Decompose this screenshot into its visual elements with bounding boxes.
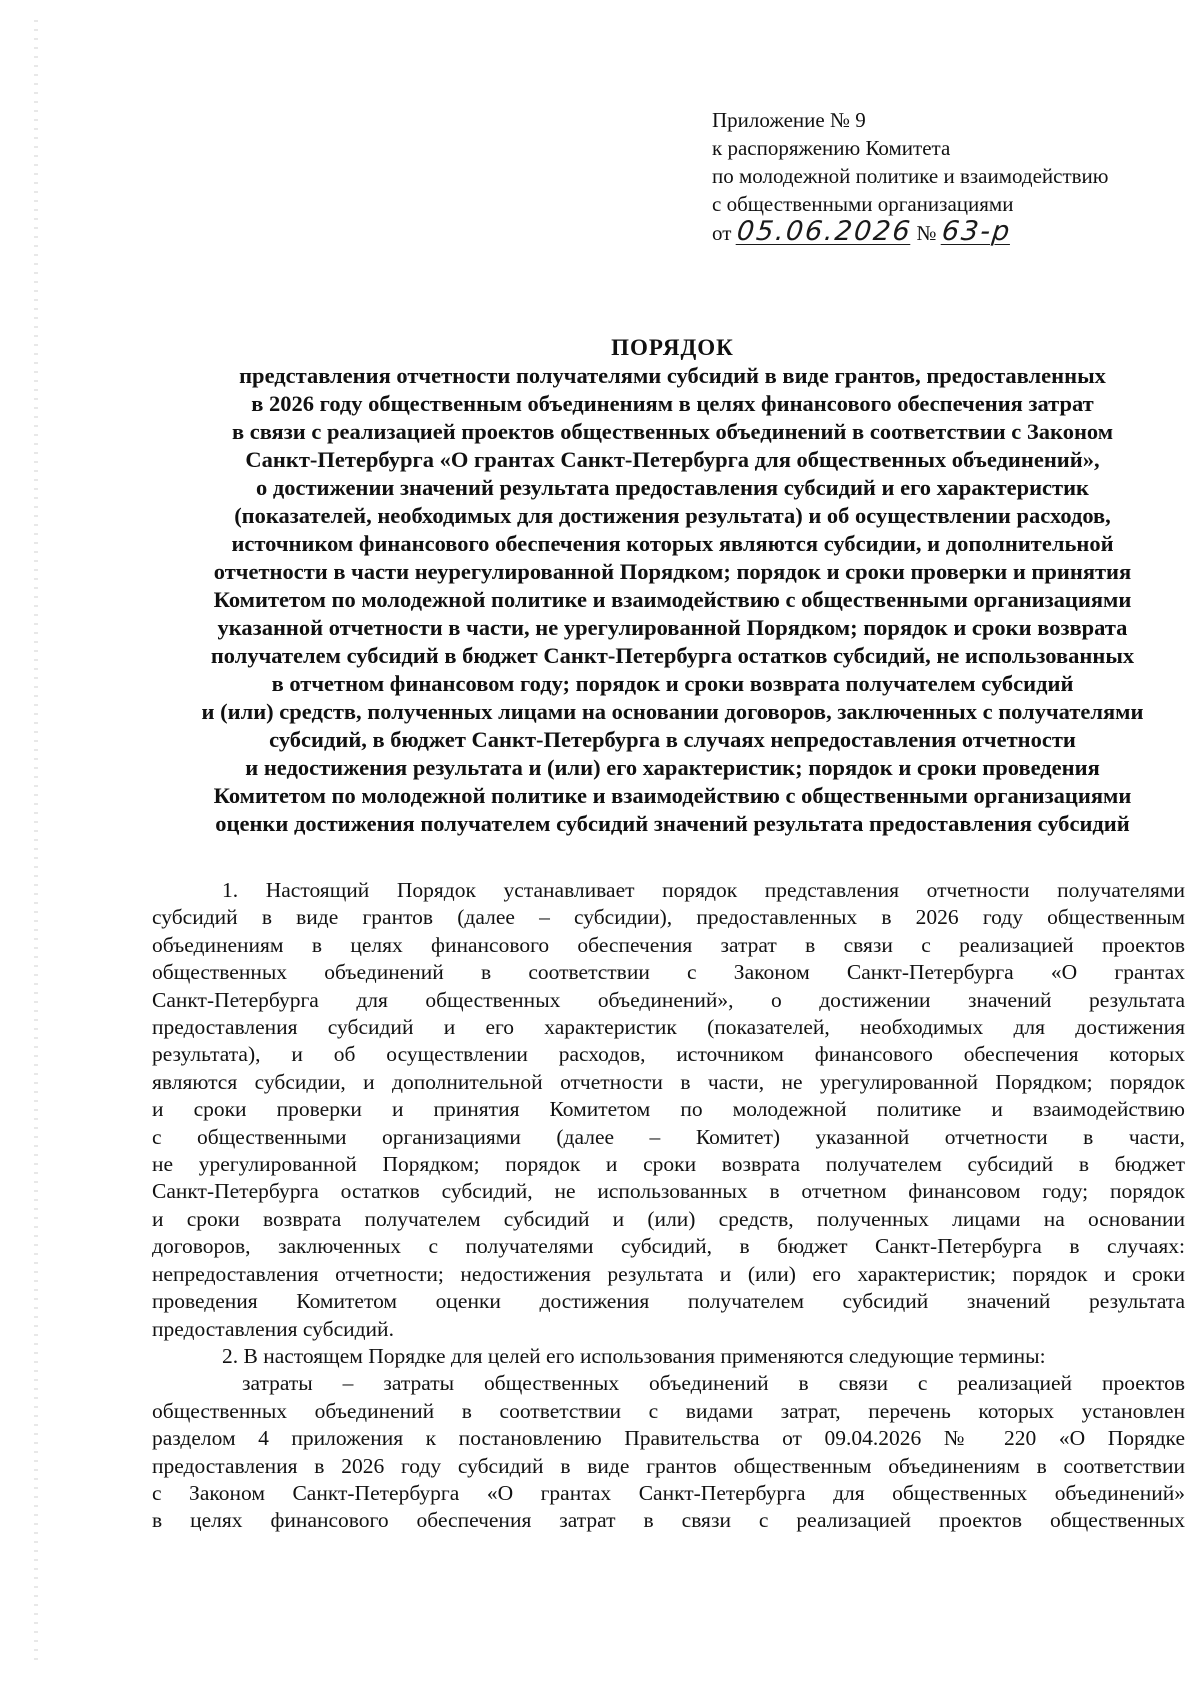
paragraph-1-line: результата), и об осуществлении расходов, источником финансового обеспечения которых: [152, 1042, 1185, 1067]
paragraph-2-line: 2. В настоящем Порядке для целей его использования применяются следующие термины:: [222, 1343, 1046, 1368]
title-line: указанной отчетности в части, не урегулированной Порядком; порядок и сроки возврата: [217, 615, 1128, 640]
document-title: [160, 334, 1185, 838]
title-line: источником финансового обеспечения которых являются субсидии, и дополнительной: [231, 531, 1114, 556]
title-line: представления отчетности получателями субсидий в виде грантов, предоставленных: [239, 363, 1106, 388]
paragraph-1-line: предоставления субсидий и его характеристик (показателей, необходимых для достижения: [152, 1015, 1185, 1040]
number-prefix: №: [916, 221, 937, 245]
appendix-number: Приложение № 9: [712, 108, 866, 132]
appendix-reference: к распоряжению Комитета: [712, 136, 951, 160]
paragraph-1-line: субсидий в виде грантов (далее – субсидии), предоставленных в 2026 году общественным: [152, 905, 1185, 930]
scan-edge-artifact: [34, 20, 38, 1660]
paragraph-1-line: договоров, заключенных с получателями субсидий, в бюджет Санкт-Петербурга в случаях:: [152, 1234, 1185, 1259]
appendix-committee: по молодежной политике и взаимодействию: [712, 164, 1109, 188]
paragraph-1-line: общественных объединений в соответствии с Законом Санкт-Петербурга «О грантах: [152, 960, 1185, 985]
document-body: [152, 877, 1185, 1535]
title-line: в отчетном финансовом году; порядок и сроки возврата получателем субсидий: [271, 671, 1074, 696]
title-line: Комитетом по молодежной политике и взаимодействию с общественными организациями: [213, 587, 1132, 612]
title-line: субсидий, в бюджет Санкт-Петербурга в случаях непредоставления отчетности: [269, 727, 1076, 752]
handwritten-number: 63-р: [940, 216, 1013, 247]
handwritten-date: 05.06.2026: [735, 216, 913, 247]
title-line: Санкт-Петербурга «О грантах Санкт-Петербурга для общественных объединений»,: [245, 447, 1100, 472]
paragraph-1-line: объединениям в целях финансового обеспечения затрат в связи с реализацией проектов: [152, 932, 1185, 957]
title-line: в связи с реализацией проектов общественных объединений в соответствии с Законом: [231, 419, 1114, 444]
paragraph-2-line: затраты – затраты общественных объединений в связи с реализацией проектов: [242, 1371, 1185, 1396]
paragraph-2-line: предоставления в 2026 году субсидий в виде грантов общественным объединениям в соответствии: [152, 1453, 1185, 1478]
paragraph-1-line: не урегулированной Порядком; порядок и сроки возврата получателем субсидий в бюджет: [152, 1152, 1185, 1177]
paragraph-1-line: Санкт-Петербурга остатков субсидий, не использованных в отчетном финансовом году; порядок: [152, 1179, 1185, 1204]
paragraph-1-line: проведения Комитетом оценки достижения получателем субсидий значений результата: [152, 1289, 1185, 1314]
title-line: о достижении значений результата предоставления субсидий и его характеристик: [255, 475, 1090, 500]
paragraph-2-line: общественных объединений в соответствии с видами затрат, перечень которых установлен: [152, 1398, 1185, 1423]
paragraph-1-line: и сроки возврата получателем субсидий и (или) средств, полученных лицами на основании: [152, 1206, 1185, 1231]
title-line: оценки достижения получателем субсидий значений результата предоставления субсидий: [215, 811, 1130, 836]
paragraph-1-line: и сроки проверки и принятия Комитетом по молодежной политике и взаимодействию: [152, 1097, 1185, 1122]
appendix-date-line: [712, 218, 1182, 247]
title-main: ПОРЯДОК: [611, 335, 734, 360]
title-line: Комитетом по молодежной политике и взаимодействию с общественными организациями: [213, 783, 1132, 808]
title-line: в 2026 году общественным объединениям в целях финансового обеспечения затрат: [251, 391, 1094, 416]
title-line: получателем субсидий в бюджет Санкт-Петербурга остатков субсидий, не использованных: [210, 643, 1135, 668]
date-prefix: от: [712, 221, 732, 245]
paragraph-2-line: разделом 4 приложения к постановлению Правительства от 09.04.2026 № 220 «О Порядке: [152, 1426, 1185, 1451]
paragraph-1-line: являются субсидии, и дополнительной отчетности в части, не урегулированной Порядком; порядок: [152, 1069, 1185, 1094]
paragraph-1-line: 1. Настоящий Порядок устанавливает порядок представления отчетности получателями: [222, 878, 1185, 902]
paragraph-2-line: с Законом Санкт-Петербурга «О грантах Санкт-Петербурга для общественных объединений»: [152, 1480, 1185, 1505]
title-line: отчетности в части неурегулированной Порядком; порядок и сроки проверки и принятия: [213, 559, 1132, 584]
appendix-header: [712, 106, 1182, 247]
paragraph-1-line: с общественными организациями (далее – Комитет) указанной отчетности в части,: [152, 1124, 1185, 1149]
appendix-organizations: с общественными организациями: [712, 192, 1014, 216]
paragraph-1-line: Санкт-Петербурга для общественных объединений», о достижении значений результата: [152, 987, 1185, 1012]
paragraph-2-line: в целях финансового обеспечения затрат в связи с реализацией проектов общественных: [152, 1508, 1185, 1533]
paragraph-1-line: предоставления субсидий.: [152, 1316, 394, 1341]
paragraph-1-line: непредоставления отчетности; недостижения результата и (или) его характеристик; порядок и сроки: [152, 1261, 1185, 1286]
title-line: (показателей, необходимых для достижения результата) и об осуществлении расходов,: [234, 503, 1111, 528]
title-line: и (или) средств, полученных лицами на основании договоров, заключенных с получателями: [201, 699, 1144, 724]
title-line: и недостижения результата и (или) его характеристик; порядок и сроки проведения: [245, 755, 1100, 780]
